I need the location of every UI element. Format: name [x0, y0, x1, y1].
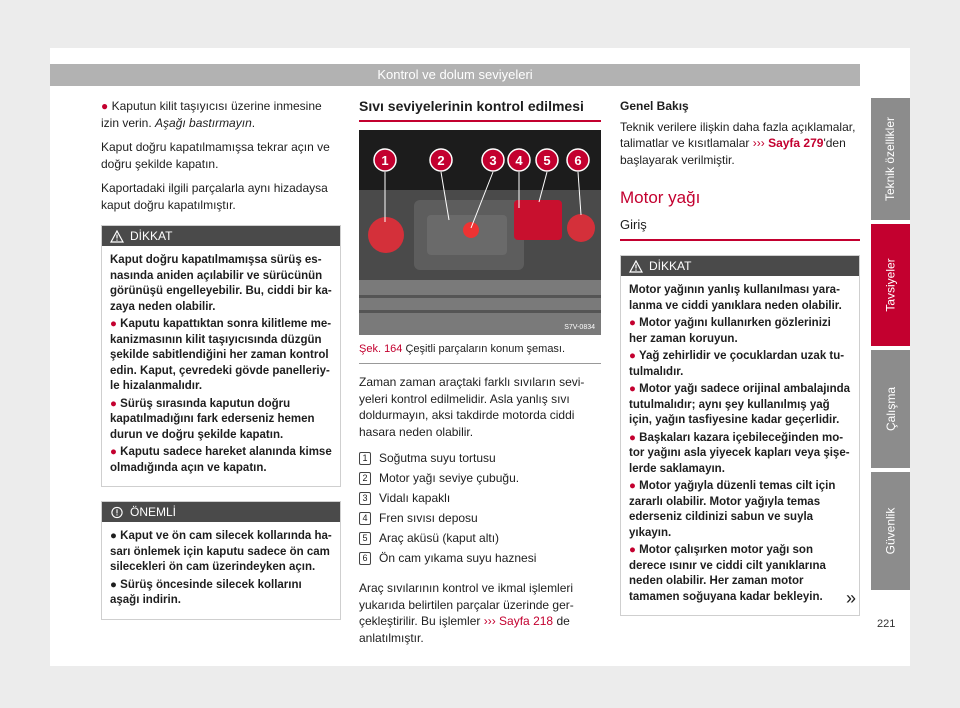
overview-paragraph: Teknik verilere ilişkin daha fazla açıklamalar, talimatlar ve kısıtlamalar ››› Sayfa 279'den başlayarak verilmiştir. [620, 119, 856, 167]
warning-title: DİKKAT [649, 259, 692, 273]
figure-code: S7V-0834 [564, 323, 595, 331]
intro-paragraph: Zaman zaman araçtaki farklı sıvıların seviyeleri kontrol edilmelidir. Asla yanlış sıvı doldurmayın, aksi takdirde motorda ciddi hasara neden olabilir. [359, 375, 585, 439]
warning-item: ● Kaputu sadece hareket alanında kimse olmadığında açın ve kapatın. [110, 446, 332, 474]
warning-header [621, 256, 859, 276]
tab-teknik-ozellikler[interactable]: Teknik özellikler [871, 98, 910, 220]
section-title: Sıvı seviyelerinin kontrol edilmesi [359, 98, 601, 122]
overview-title: Genel Bakış [620, 99, 689, 113]
page-number: 221 [877, 618, 896, 630]
page-link[interactable]: Sayfa 279 [768, 136, 824, 150]
notice-item: ● Sürüş öncesinde silecek kollarını aşağı indirin. [110, 578, 302, 606]
page-header [50, 64, 860, 86]
paragraph-3: Kaportadaki ilgili parçalarla aynı hizadaysa kaput doğru kapatılmıştır. [101, 181, 328, 212]
warning-item: ● Yağ zehirlidir ve çocuklardan uzak tutulmalıdır. [629, 350, 845, 378]
figure-label-2-text: 2 [437, 152, 445, 168]
paragraph-1: ● Kaputun kilit taşıyıcısı üzerine inmesine izin verin. Aşağı bastırmayın. [101, 99, 322, 130]
notice-title: ÖNEMLİ [130, 505, 177, 519]
outro-paragraph: Araç sıvılarının kontrol ve ikmal işlemleri yukarıda belirtilen parçalar üzerinde gerçekleştirilir. Bu işlemler ››› Sayfa 218 de anlatılmıştır. [359, 581, 574, 645]
list-item: 3 Vidalı kapaklı [359, 488, 601, 508]
engine-bay-figure [359, 130, 601, 335]
component-list [359, 448, 601, 568]
warning-intro: Motor yağının yanlış kullanılması yaralanma ve ciddi yanıklara neden olabilir. [629, 284, 842, 312]
link-arrows: ››› [483, 614, 496, 628]
warning-item: ● Motor yağı sadece orijinal ambalajında tutulmalıdır; aynı şey kullanılmış yağ için, yağın tasfiyesine kadar geçerlidir. [629, 383, 851, 426]
notice-item: ● Kaput ve ön cam silecek kollarında hasarı önlemek için kaputu sadece ön cam silecekleri ön cam üzerindeyken açın. [110, 530, 332, 573]
warning-icon [629, 260, 643, 273]
figure-label-4-text: 4 [515, 152, 523, 168]
caption-ref: Şek. 164 [359, 342, 403, 355]
warning-box [620, 255, 860, 616]
notice-body [102, 522, 340, 619]
bullet: ● [101, 99, 109, 113]
warning-item: ● Motor yağını kullanırken gözlerinizi her zaman koruyun. [629, 317, 831, 345]
paragraph-2: Kaput doğru kapatılmamışsa tekrar açın ve doğru şekilde kapatın. [101, 140, 330, 171]
notice-header [102, 502, 340, 522]
warning-item: ● Motor çalışırken motor yağı son derece ısınır ve ciddi cilt yanıklarına neden olabilir. Her zaman motor tamamen soğuyana kadar bekleyin. [629, 544, 826, 603]
warning-item: ● Motor yağıyla düzenli temas cilt için zararlı olabilir. Motor yağıyla temas ederseniz cildinizi sabun ve suyla yıkayın. [629, 480, 836, 539]
engine-bay-illustration [359, 130, 601, 335]
caption-text: Çeşitli parçaların konum şeması. [405, 342, 566, 355]
warning-item: ● Kaputu kapattıktan sonra kilitleme mekanizmasının kilit taşıyıcısında düzgün şekilde sabitlendiğini her zaman kontrol edin. Kaput, çevredeki gövde panelleriyle hizalanmalıdır. [110, 318, 332, 392]
chapter-title: Motor yağı [620, 188, 701, 207]
warning-box [101, 225, 341, 487]
warning-body [621, 276, 859, 615]
list-item: 2 Motor yağı seviye çubuğu. [359, 468, 601, 488]
figure-label-1-text: 1 [381, 152, 389, 168]
figure-label-3-text: 3 [489, 152, 497, 168]
figure-label-6-text: 6 [574, 152, 582, 168]
figure-caption [359, 341, 601, 365]
info-icon [110, 506, 124, 519]
column-1 [101, 98, 341, 620]
figure-label-5-text: 5 [543, 152, 551, 168]
paragraph-1-text: Kaputun kilit taşıyıcısı üzerine inmesine izin verin. [101, 99, 322, 130]
list-item: 4 Fren sıvısı deposu [359, 508, 601, 528]
warning-item: ● Başkaları kazara içebileceğinden motor yağını asla yiyecek kapları veya şişelerde saklamayın. [629, 431, 850, 475]
list-item: 5 Araç aküsü (kaput altı) [359, 528, 601, 548]
column-2 [359, 98, 601, 654]
sub-title: Giriş [620, 217, 860, 242]
notice-box [101, 501, 341, 620]
warning-title: DİKKAT [130, 229, 173, 243]
warning-header [102, 226, 340, 246]
warning-intro: Kaput doğru kapatılmamışsa sürüş esnasında aniden açılabilir ve sürücünün görünüşü engelleyebilir. Bu, ciddi bir kazaya neden olabilir. [110, 254, 332, 313]
continue-marker: » [846, 588, 857, 608]
page-link[interactable]: Sayfa 218 [499, 614, 554, 628]
tab-guvenlik[interactable]: Güvenlik [871, 472, 910, 590]
header-title: Kontrol ve dolum seviyeleri [377, 67, 533, 82]
warning-icon [110, 230, 124, 243]
tab-tavsiyeler[interactable]: Tavsiyeler [871, 224, 910, 346]
warning-item: ● Sürüş sırasında kaputun doğru kapatılmadığını fark ederseniz hemen durun ve doğru şekilde kapatın. [110, 397, 315, 441]
tab-calisma[interactable]: Çalışma [871, 350, 910, 468]
paragraph-1-italic: Aşağı bastırmayın [155, 115, 252, 130]
list-item: 1 Soğutma suyu tortusu [359, 448, 601, 468]
list-item: 6 Ön cam yıkama suyu haznesi [359, 548, 601, 568]
column-3 [620, 98, 860, 616]
warning-body [102, 246, 340, 486]
